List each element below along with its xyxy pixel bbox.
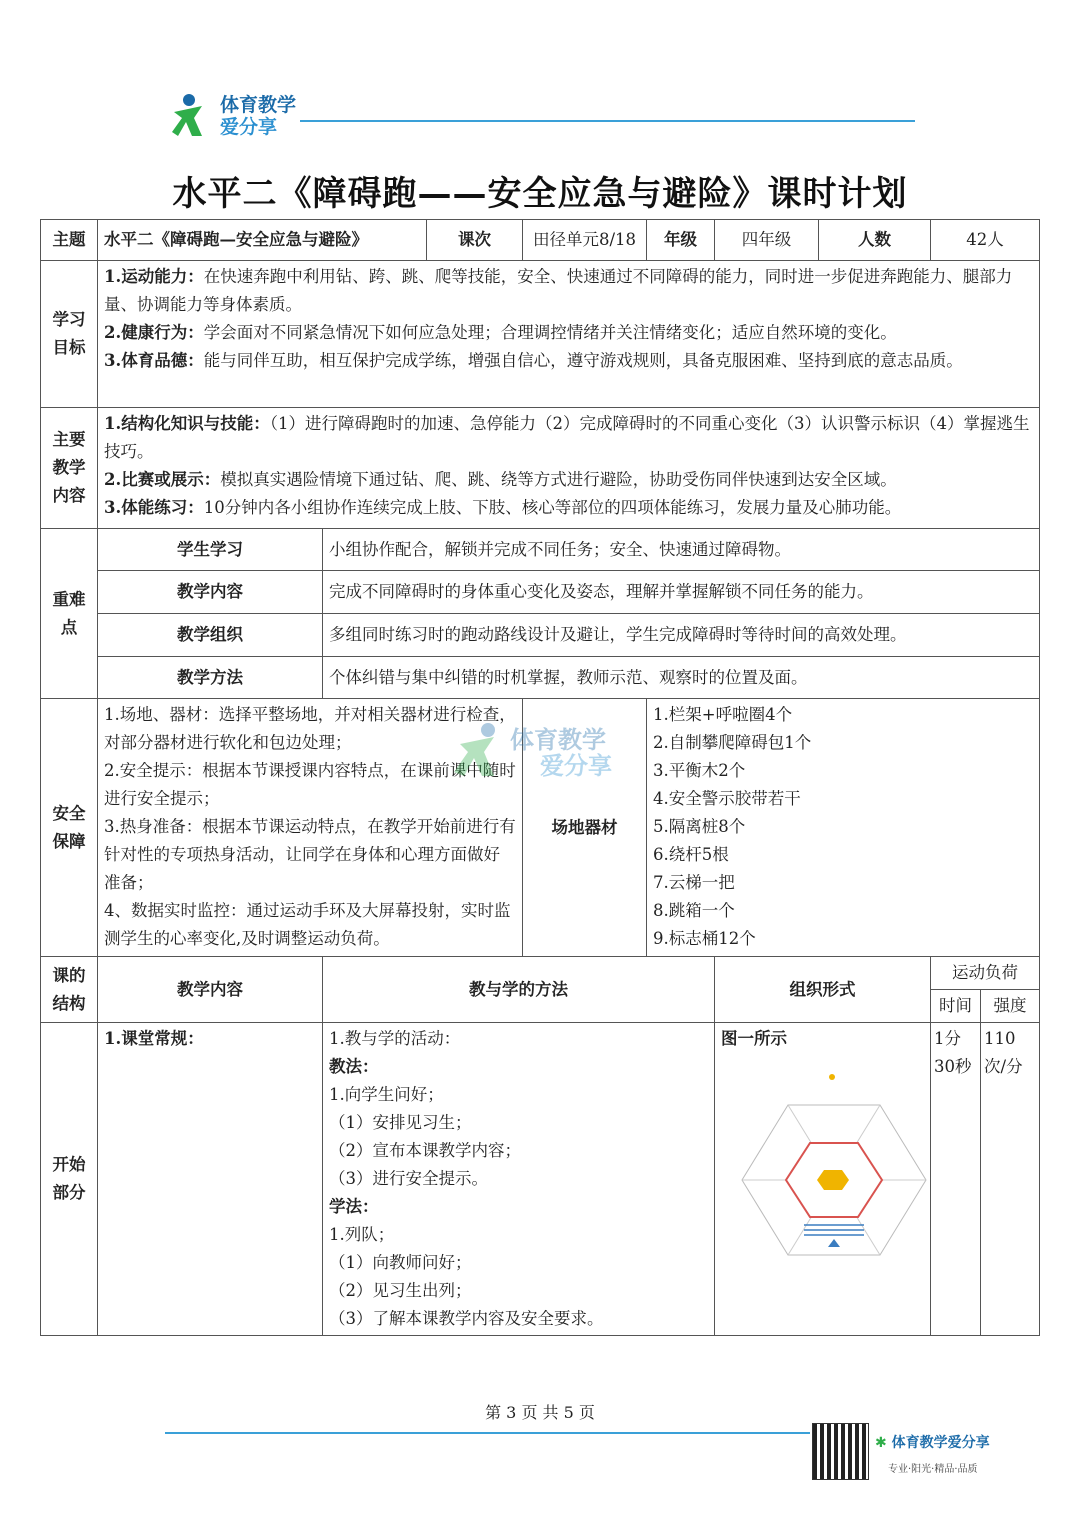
page-title: 水平二《障碍跑——安全应急与避险》课时计划 xyxy=(172,174,908,214)
method-line: （3）进行安全提示。 xyxy=(329,1169,488,1188)
start-methods xyxy=(323,1023,715,1336)
objectives-label: 学习目标 xyxy=(41,261,98,408)
count-value: 42人 xyxy=(931,220,1040,261)
logo-line-1: 体育教学 xyxy=(220,94,297,116)
start-content: 1.课堂常规： xyxy=(98,1023,323,1336)
svg-text:爱分享: 爱分享 xyxy=(540,752,612,780)
method-line: 1.列队； xyxy=(329,1225,395,1244)
safety-item: 2.安全提示：根据本节课授课内容特点，在课前课中随时进行安全提示； xyxy=(104,761,516,808)
method-line: 教法： xyxy=(329,1057,379,1076)
content-item: 2.比赛或展示：模拟真实遇险情境下通过钻、爬、跳、绕等方式进行避险，协助受伤同伴快速到达安全区域。 xyxy=(104,470,897,489)
grade-value: 四年级 xyxy=(715,220,819,261)
lesson-value: 田径单元8/18 xyxy=(523,220,647,261)
equipment-list xyxy=(647,699,1040,957)
key-name: 教学内容 xyxy=(98,571,323,614)
safety-item: 1.场地、器材：选择平整场地，并对相关器材进行检查，对部分器材进行软化和包边处理； xyxy=(104,705,516,752)
equipment-item: 1.栏架+呼啦圈4个 xyxy=(653,705,793,724)
key-row xyxy=(41,614,1040,657)
start-intensity: 110次/分 xyxy=(981,1023,1040,1336)
equipment-item: 3.平衡木2个 xyxy=(653,761,746,780)
grade-label: 年级 xyxy=(647,220,715,261)
footer-divider xyxy=(165,1432,810,1434)
header-divider xyxy=(300,120,915,122)
org-caption: 图一所示 xyxy=(721,1029,788,1048)
formation-diagram xyxy=(740,1065,930,1265)
method-line: 1.教与学的活动： xyxy=(329,1029,461,1048)
key-value: 个体纠错与集中纠错的时机掌握，教师示范、观察时的位置及面。 xyxy=(323,657,1040,699)
theme-value: 水平二《障碍跑—安全应急与避险》 xyxy=(98,220,427,261)
load-time-header: 时间 xyxy=(931,990,981,1023)
content-label: 主要教学内容 xyxy=(41,408,98,529)
method-line: 1.向学生问好； xyxy=(329,1085,444,1104)
method-line: （2）见习生出列； xyxy=(329,1281,472,1300)
structure-method-header: 教与学的方法 xyxy=(323,957,715,1023)
lesson-label: 课次 xyxy=(427,220,523,261)
key-name: 学生学习 xyxy=(98,529,323,571)
footer-brand: ✱ 体育教学爱分享 xyxy=(875,1435,990,1451)
equipment-item: 8.跳箱一个 xyxy=(653,901,735,920)
brand-logo-text xyxy=(220,94,296,138)
start-time: 1分30秒 xyxy=(931,1023,981,1336)
equipment-item: 9.标志桶12个 xyxy=(653,929,756,948)
structure-load-header: 运动负荷 xyxy=(931,957,1040,990)
watermark-logo-icon xyxy=(448,720,628,780)
theme-label: 主题 xyxy=(41,220,98,261)
method-line: （3）了解本课教学内容及安全要求。 xyxy=(329,1309,604,1328)
key-value: 多组同时练习时的跑动路线设计及避让，学生完成障碍时等待时间的高效处理。 xyxy=(323,614,1040,657)
objective-item: 3.体育品德：能与同伴互助，相互保护完成学练，增强自信心，遵守游戏规则，具备克服困难、坚持到底的意志品质。 xyxy=(104,351,963,370)
info-row xyxy=(41,220,1040,261)
structure-org-header: 组织形式 xyxy=(715,957,931,1023)
equipment-item: 6.绕杆5根 xyxy=(653,845,729,864)
structure-content-header: 教学内容 xyxy=(98,957,323,1023)
teacher-triangle-icon xyxy=(828,1239,840,1247)
key-row xyxy=(41,571,1040,614)
content-body xyxy=(98,408,1040,529)
objectives-row xyxy=(41,261,1040,408)
content-item: 1.结构化知识与技能：（1）进行障碍跑时的加速、急停能力（2）完成障碍时的不同重心变化（3）认识警示标识（4）掌握逃生技巧。 xyxy=(104,414,1030,461)
key-row xyxy=(41,657,1040,699)
content-item: 3.体能练习：10分钟内各小组协作连续完成上肢、下肢、核心等部位的四项体能练习，发展力量及心肺功能。 xyxy=(104,498,902,517)
key-value: 小组协作配合，解锁并完成不同任务；安全、快速通过障碍物。 xyxy=(323,529,1040,571)
svg-text:体育教学: 体育教学 xyxy=(510,726,606,754)
teacher-marker-icon xyxy=(829,1074,835,1080)
footer-logo-icon: ✱ xyxy=(875,1435,887,1451)
safety-label: 安全保障 xyxy=(41,699,98,957)
start-section-label: 开始部分 xyxy=(41,1023,98,1336)
objective-item: 1.运动能力：在快速奔跑中利用钻、跨、跳、爬等技能，安全、快速通过不同障碍的能力，同时进一步促进奔跑能力、腿部力量、协调能力等身体素质。 xyxy=(104,267,1013,314)
method-line: （2）宣布本课教学内容； xyxy=(329,1141,521,1160)
equipment-item: 4.安全警示胶带若干 xyxy=(653,789,801,808)
equipment-label: 场地器材 xyxy=(523,699,647,957)
structure-label: 课的结构 xyxy=(41,957,98,1023)
qr-code-icon xyxy=(812,1423,869,1480)
count-label: 人数 xyxy=(819,220,931,261)
safety-item: 3.热身准备：根据本节课运动特点，在教学开始前进行有针对性的专项热身活动，让同学在身体和心理方面做好准备； xyxy=(104,817,516,892)
key-name: 教学组织 xyxy=(98,614,323,657)
structure-header-row xyxy=(41,957,1040,990)
content-row xyxy=(41,408,1040,529)
method-line: （1）安排见习生； xyxy=(329,1113,472,1132)
objective-item: 2.健康行为：学会面对不同紧急情况下如何应急处理；合理调控情绪并关注情绪变化；适应自然环境的变化。 xyxy=(104,323,897,342)
equipment-item: 7.云梯一把 xyxy=(653,873,735,892)
key-row xyxy=(41,529,1040,571)
equipment-item: 5.隔离桩8个 xyxy=(653,817,746,836)
load-intensity-header: 强度 xyxy=(981,990,1040,1023)
objectives-content xyxy=(98,261,1040,408)
equipment-item: 2.自制攀爬障碍包1个 xyxy=(653,733,812,752)
method-line: 学法： xyxy=(329,1197,379,1216)
keypoints-label: 重难点 xyxy=(41,529,98,699)
safety-item: 4、数据实时监控：通过运动手环及大屏幕投射，实时监测学生的心率变化,及时调整运动负荷。 xyxy=(104,901,511,948)
page-number: 第 3 页 共 5 页 xyxy=(485,1403,595,1422)
logo-line-2: 爱分享 xyxy=(220,116,278,138)
footer-slogan: 专业·阳光·精品·品质 xyxy=(888,1464,978,1475)
key-value: 完成不同障碍时的身体重心变化及姿态，理解并掌握解锁不同任务的能力。 xyxy=(323,571,1040,614)
method-line: （1）向教师问好； xyxy=(329,1253,472,1272)
key-name: 教学方法 xyxy=(98,657,323,699)
